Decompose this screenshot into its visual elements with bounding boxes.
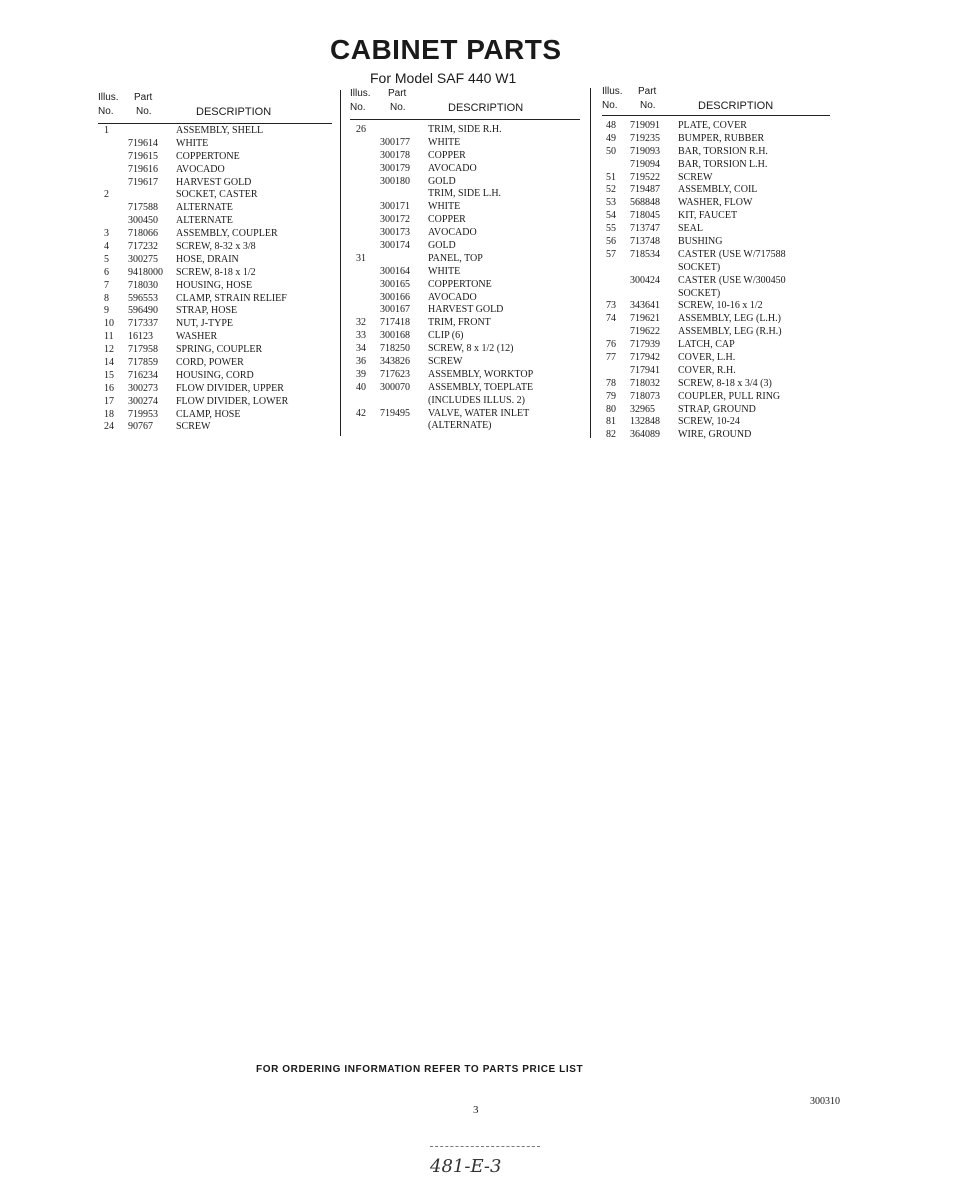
header-rule — [602, 115, 830, 116]
parts-row — [602, 326, 830, 339]
part-number: 719953 — [128, 408, 158, 420]
parts-row — [602, 120, 830, 133]
part-number: 718030 — [128, 279, 158, 291]
illus-number: 3 — [104, 228, 109, 240]
part-description: PANEL, TOP — [428, 252, 483, 264]
part-description: SEAL — [678, 223, 703, 235]
parts-row — [350, 395, 580, 408]
part-number: 300274 — [128, 395, 158, 407]
parts-row — [602, 404, 830, 417]
parts-row — [602, 339, 830, 352]
parts-row — [602, 352, 830, 365]
illus-number: 2 — [104, 189, 109, 201]
parts-row — [602, 288, 830, 301]
part-description: ASSEMBLY, SHELL — [176, 125, 264, 136]
part-description: AVOCADO — [176, 163, 225, 175]
part-number: 596490 — [128, 305, 158, 317]
part-description: HOSE, DRAIN — [176, 253, 239, 265]
illus-number: 17 — [104, 395, 114, 407]
parts-row — [602, 133, 830, 146]
parts-row — [350, 317, 580, 330]
illus-number: 9 — [104, 305, 109, 317]
illus-number: 24 — [104, 421, 114, 433]
illus-no-header: No. — [98, 106, 114, 117]
illus-number: 8 — [104, 292, 109, 304]
part-description: BAR, TORSION L.H. — [678, 158, 768, 170]
part-number: 719495 — [380, 407, 410, 419]
part-description: CORD, POWER — [176, 357, 244, 369]
part-description: SCREW — [428, 356, 463, 368]
part-number: 716234 — [128, 369, 158, 381]
parts-row — [98, 241, 332, 254]
parts-row — [602, 210, 830, 223]
description-header: DESCRIPTION — [196, 106, 272, 118]
parts-row — [350, 214, 580, 227]
parts-row — [98, 138, 332, 151]
part-number: 717859 — [128, 357, 158, 369]
header-rule — [350, 119, 580, 120]
header-rule — [98, 123, 332, 124]
illus-no-header: No. — [350, 102, 366, 113]
illus-header: Illus. — [350, 88, 371, 99]
part-description: WIRE, GROUND — [678, 429, 752, 441]
part-number: 718250 — [380, 343, 410, 355]
part-description: TRIM, FRONT — [428, 317, 491, 329]
parts-row — [98, 228, 332, 241]
parts-row — [602, 365, 830, 378]
illus-number: 11 — [104, 331, 114, 343]
parts-row — [602, 197, 830, 210]
parts-row — [350, 124, 580, 137]
part-description: COVER, L.H. — [678, 352, 736, 364]
illus-number: 33 — [356, 330, 366, 342]
part-number: 719617 — [128, 176, 158, 188]
parts-row — [98, 177, 332, 190]
part-description: COUPLER, PULL RING — [678, 390, 781, 402]
part-number: 300164 — [380, 265, 410, 277]
illus-number: 40 — [356, 381, 366, 393]
part-description: SOCKET, CASTER — [176, 189, 258, 201]
parts-row — [602, 172, 830, 185]
part-description: WASHER, FLOW — [678, 197, 753, 209]
parts-row — [350, 176, 580, 189]
parts-row — [350, 420, 580, 433]
parts-rows — [602, 120, 830, 442]
part-number: 300167 — [380, 304, 410, 316]
part-number: 568848 — [630, 197, 660, 209]
parts-column-3 — [602, 86, 830, 441]
part-number: 300070 — [380, 381, 410, 393]
illus-number: 49 — [606, 132, 616, 144]
ordering-note: FOR ORDERING INFORMATION REFER TO PARTS PRICE LIST — [256, 1064, 584, 1075]
part-no-header: No. — [640, 100, 656, 111]
part-header: Part — [638, 86, 657, 97]
illus-number: 36 — [356, 356, 366, 368]
description-header: DESCRIPTION — [698, 100, 774, 112]
part-description: FLOW DIVIDER, UPPER — [176, 382, 284, 394]
part-description: HOUSING, CORD — [176, 369, 254, 381]
illus-number: 79 — [606, 390, 616, 402]
parts-row — [350, 227, 580, 240]
part-number: 718045 — [630, 210, 660, 222]
part-description: AVOCADO — [428, 162, 477, 174]
part-number: 719622 — [630, 326, 660, 338]
part-number: 717958 — [128, 344, 158, 356]
part-description: COVER, R.H. — [678, 364, 736, 376]
part-number: 9418000 — [128, 266, 163, 278]
part-description: ASSEMBLY, COIL — [678, 184, 758, 196]
part-description: (INCLUDES ILLUS. 2) — [428, 394, 525, 406]
part-number: 300172 — [380, 214, 410, 226]
parts-row — [98, 215, 332, 228]
part-number: 132848 — [630, 416, 660, 428]
part-description: SCREW, 8 x 1/2 (12) — [428, 343, 514, 355]
part-description: (ALTERNATE) — [428, 420, 492, 432]
part-number: 300273 — [128, 382, 158, 394]
illus-number: 50 — [606, 145, 616, 157]
parts-row — [350, 188, 580, 201]
part-description: STRAP, GROUND — [678, 403, 756, 415]
part-description: ALTERNATE — [176, 215, 233, 227]
parts-row — [350, 163, 580, 176]
parts-row — [98, 254, 332, 267]
parts-row — [602, 262, 830, 275]
illus-number: 51 — [606, 171, 616, 183]
parts-row — [602, 249, 830, 262]
part-number: 300173 — [380, 227, 410, 239]
parts-row — [98, 125, 332, 138]
parts-rows — [98, 125, 332, 434]
parts-row — [98, 318, 332, 331]
part-description: SOCKET) — [678, 261, 721, 273]
parts-column-1 — [98, 92, 332, 433]
part-number: 718534 — [630, 248, 660, 260]
column-divider — [340, 90, 341, 436]
part-description: ASSEMBLY, TOEPLATE — [428, 381, 534, 393]
part-description: HARVEST GOLD — [428, 304, 504, 316]
parts-row — [350, 150, 580, 163]
part-number: 719487 — [630, 184, 660, 196]
parts-row — [602, 416, 830, 429]
parts-row — [350, 356, 580, 369]
part-description: ASSEMBLY, WORKTOP — [428, 368, 534, 380]
part-number: 717337 — [128, 318, 158, 330]
column-header — [350, 88, 580, 120]
parts-row — [350, 369, 580, 382]
part-description: AVOCADO — [428, 227, 477, 239]
part-number: 300179 — [380, 162, 410, 174]
part-description: COPPERTONE — [176, 150, 240, 162]
document-code: 300310 — [810, 1096, 840, 1107]
part-description: VALVE, WATER INLET — [428, 407, 530, 419]
illus-number: 82 — [606, 429, 616, 441]
part-description: CLAMP, HOSE — [176, 408, 241, 420]
part-number: 343641 — [630, 300, 660, 312]
part-number: 713747 — [630, 223, 660, 235]
illus-number: 81 — [606, 416, 616, 428]
illus-number: 15 — [104, 369, 114, 381]
parts-row — [602, 378, 830, 391]
part-number: 717588 — [128, 202, 158, 214]
part-description: SCREW — [176, 421, 211, 433]
part-description: PLATE, COVER — [678, 120, 747, 131]
parts-row — [602, 391, 830, 404]
part-number: 719091 — [630, 120, 660, 131]
column-header — [98, 92, 332, 124]
parts-row — [98, 280, 332, 293]
part-number: 32965 — [630, 403, 655, 415]
part-number: 718066 — [128, 228, 158, 240]
part-number: 300450 — [128, 215, 158, 227]
part-description: BAR, TORSION R.H. — [678, 145, 768, 157]
parts-row — [602, 300, 830, 313]
part-number: 717941 — [630, 364, 660, 376]
illus-header: Illus. — [98, 92, 119, 103]
parts-row — [602, 313, 830, 326]
part-description: ASSEMBLY, LEG (R.H.) — [678, 326, 782, 338]
part-description: SCREW, 8-18 x 3/4 (3) — [678, 377, 772, 389]
illus-no-header: No. — [602, 100, 618, 111]
illus-number: 52 — [606, 184, 616, 196]
part-number: 719616 — [128, 163, 158, 175]
part-description: NUT, J-TYPE — [176, 318, 234, 330]
part-description: COPPER — [428, 214, 466, 226]
parts-rows — [350, 124, 580, 433]
part-number: 717418 — [380, 317, 410, 329]
part-number: 300177 — [380, 136, 410, 148]
parts-row — [98, 164, 332, 177]
part-description: CASTER (USE W/717588 — [678, 248, 786, 260]
part-number: 719614 — [128, 137, 158, 149]
illus-number: 31 — [356, 252, 366, 264]
part-number: 364089 — [630, 429, 660, 441]
parts-row — [98, 293, 332, 306]
part-number: 300165 — [380, 278, 410, 290]
illus-number: 78 — [606, 377, 616, 389]
part-number: 300180 — [380, 175, 410, 187]
parts-row — [98, 370, 332, 383]
parts-row — [602, 429, 830, 442]
part-description: STRAP, HOSE — [176, 305, 238, 317]
illus-number: 57 — [606, 248, 616, 260]
parts-row — [350, 240, 580, 253]
part-number: 719621 — [630, 313, 660, 325]
parts-row — [98, 421, 332, 434]
parts-row — [98, 344, 332, 357]
illus-number: 53 — [606, 197, 616, 209]
part-description: LATCH, CAP — [678, 339, 735, 351]
illus-number: 48 — [606, 120, 616, 131]
part-description: FLOW DIVIDER, LOWER — [176, 395, 289, 407]
parts-row — [350, 253, 580, 266]
parts-row — [98, 305, 332, 318]
parts-row — [98, 396, 332, 409]
description-header: DESCRIPTION — [448, 102, 524, 114]
part-number: 719094 — [630, 158, 660, 170]
part-description: GOLD — [428, 240, 456, 252]
parts-row — [98, 409, 332, 422]
part-description: CLAMP, STRAIN RELIEF — [176, 292, 287, 304]
illus-number: 32 — [356, 317, 366, 329]
part-number: 300171 — [380, 201, 410, 213]
parts-row — [350, 137, 580, 150]
part-number: 718073 — [630, 390, 660, 402]
part-number: 719522 — [630, 171, 660, 183]
part-description: SCREW, 8-32 x 3/8 — [176, 241, 256, 253]
parts-row — [602, 159, 830, 172]
part-description: HOUSING, HOSE — [176, 279, 253, 291]
illus-number: 6 — [104, 266, 109, 278]
page-title: CABINET PARTS — [330, 34, 562, 65]
illus-number: 10 — [104, 318, 114, 330]
part-description: CASTER (USE W/300450 — [678, 274, 786, 286]
part-description: SCREW, 8-18 x 1/2 — [176, 266, 256, 278]
part-description: WHITE — [428, 201, 461, 213]
part-description: KIT, FAUCET — [678, 210, 738, 222]
illus-number: 16 — [104, 382, 114, 394]
illus-number: 18 — [104, 408, 114, 420]
parts-row — [350, 292, 580, 305]
part-number: 713748 — [630, 236, 660, 248]
part-description: TRIM, SIDE L.H. — [428, 188, 502, 200]
part-description: BUMPER, RUBBER — [678, 132, 765, 144]
illus-number: 12 — [104, 344, 114, 356]
illus-number: 73 — [606, 300, 616, 312]
illus-number: 80 — [606, 403, 616, 415]
part-number: 718032 — [630, 377, 660, 389]
parts-row — [98, 202, 332, 215]
part-number: 717942 — [630, 352, 660, 364]
parts-row — [350, 343, 580, 356]
parts-row — [98, 267, 332, 280]
illus-number: 42 — [356, 407, 366, 419]
part-description: COPPER — [428, 149, 466, 161]
illus-number: 14 — [104, 357, 114, 369]
part-description: ASSEMBLY, LEG (L.H.) — [678, 313, 781, 325]
handwritten-underline — [430, 1146, 540, 1147]
part-number: 300275 — [128, 253, 158, 265]
illus-number: 4 — [104, 241, 109, 253]
part-number: 300168 — [380, 330, 410, 342]
illus-number: 34 — [356, 343, 366, 355]
column-divider — [590, 88, 591, 438]
parts-row — [98, 151, 332, 164]
parts-row — [602, 275, 830, 288]
illus-number: 1 — [104, 125, 109, 136]
parts-row — [350, 266, 580, 279]
parts-row — [602, 223, 830, 236]
part-number: 719615 — [128, 150, 158, 162]
parts-row — [98, 189, 332, 202]
parts-row — [350, 382, 580, 395]
illus-number: 77 — [606, 352, 616, 364]
parts-row — [98, 357, 332, 370]
part-number: 717232 — [128, 241, 158, 253]
part-description: SPRING, COUPLER — [176, 344, 263, 356]
parts-row — [350, 330, 580, 343]
parts-row — [350, 279, 580, 292]
illus-number: 56 — [606, 236, 616, 248]
illus-number: 74 — [606, 313, 616, 325]
part-description: COPPERTONE — [428, 278, 492, 290]
part-description: WHITE — [428, 265, 461, 277]
part-number: 717623 — [380, 368, 410, 380]
part-number: 719235 — [630, 132, 660, 144]
part-description: WASHER — [176, 331, 218, 343]
part-description: HARVEST GOLD — [176, 176, 252, 188]
parts-row — [350, 201, 580, 214]
part-number: 717939 — [630, 339, 660, 351]
part-description: WHITE — [428, 136, 461, 148]
part-no-header: No. — [136, 106, 152, 117]
part-header: Part — [134, 92, 153, 103]
parts-row — [98, 383, 332, 396]
part-number: 300166 — [380, 291, 410, 303]
part-description: SCREW, 10-24 — [678, 416, 740, 428]
part-number: 343826 — [380, 356, 410, 368]
part-description: GOLD — [428, 175, 456, 187]
part-description: AVOCADO — [428, 291, 477, 303]
part-no-header: No. — [390, 102, 406, 113]
part-description: ALTERNATE — [176, 202, 233, 214]
illus-number: 39 — [356, 368, 366, 380]
parts-row — [602, 146, 830, 159]
model-subtitle: For Model SAF 440 W1 — [370, 70, 517, 86]
part-number: 90767 — [128, 421, 153, 433]
part-number: 300178 — [380, 149, 410, 161]
part-description: SCREW, 10-16 x 1/2 — [678, 300, 763, 312]
part-description: TRIM, SIDE R.H. — [428, 124, 502, 135]
part-description: SCREW — [678, 171, 713, 183]
illus-number: 26 — [356, 124, 366, 135]
part-description: SOCKET) — [678, 287, 721, 299]
illus-number: 5 — [104, 253, 109, 265]
part-header: Part — [388, 88, 407, 99]
part-number: 300424 — [630, 274, 660, 286]
parts-row — [350, 304, 580, 317]
parts-row — [98, 331, 332, 344]
part-description: CLIP (6) — [428, 330, 464, 342]
illus-header: Illus. — [602, 86, 623, 97]
illus-number: 54 — [606, 210, 616, 222]
part-number: 16123 — [128, 331, 153, 343]
parts-column-2 — [350, 88, 580, 432]
part-description: ASSEMBLY, COUPLER — [176, 228, 278, 240]
handwritten-reference: 481-E-3 — [430, 1156, 502, 1177]
parts-row — [350, 408, 580, 421]
parts-row — [602, 184, 830, 197]
column-header — [602, 86, 830, 118]
part-number: 719093 — [630, 145, 660, 157]
illus-number: 7 — [104, 279, 109, 291]
illus-number: 55 — [606, 223, 616, 235]
parts-row — [602, 236, 830, 249]
part-description: WHITE — [176, 137, 209, 149]
part-number: 596553 — [128, 292, 158, 304]
illus-number: 76 — [606, 339, 616, 351]
page-number: 3 — [473, 1104, 479, 1116]
part-description: BUSHING — [678, 236, 723, 248]
part-number: 300174 — [380, 240, 410, 252]
